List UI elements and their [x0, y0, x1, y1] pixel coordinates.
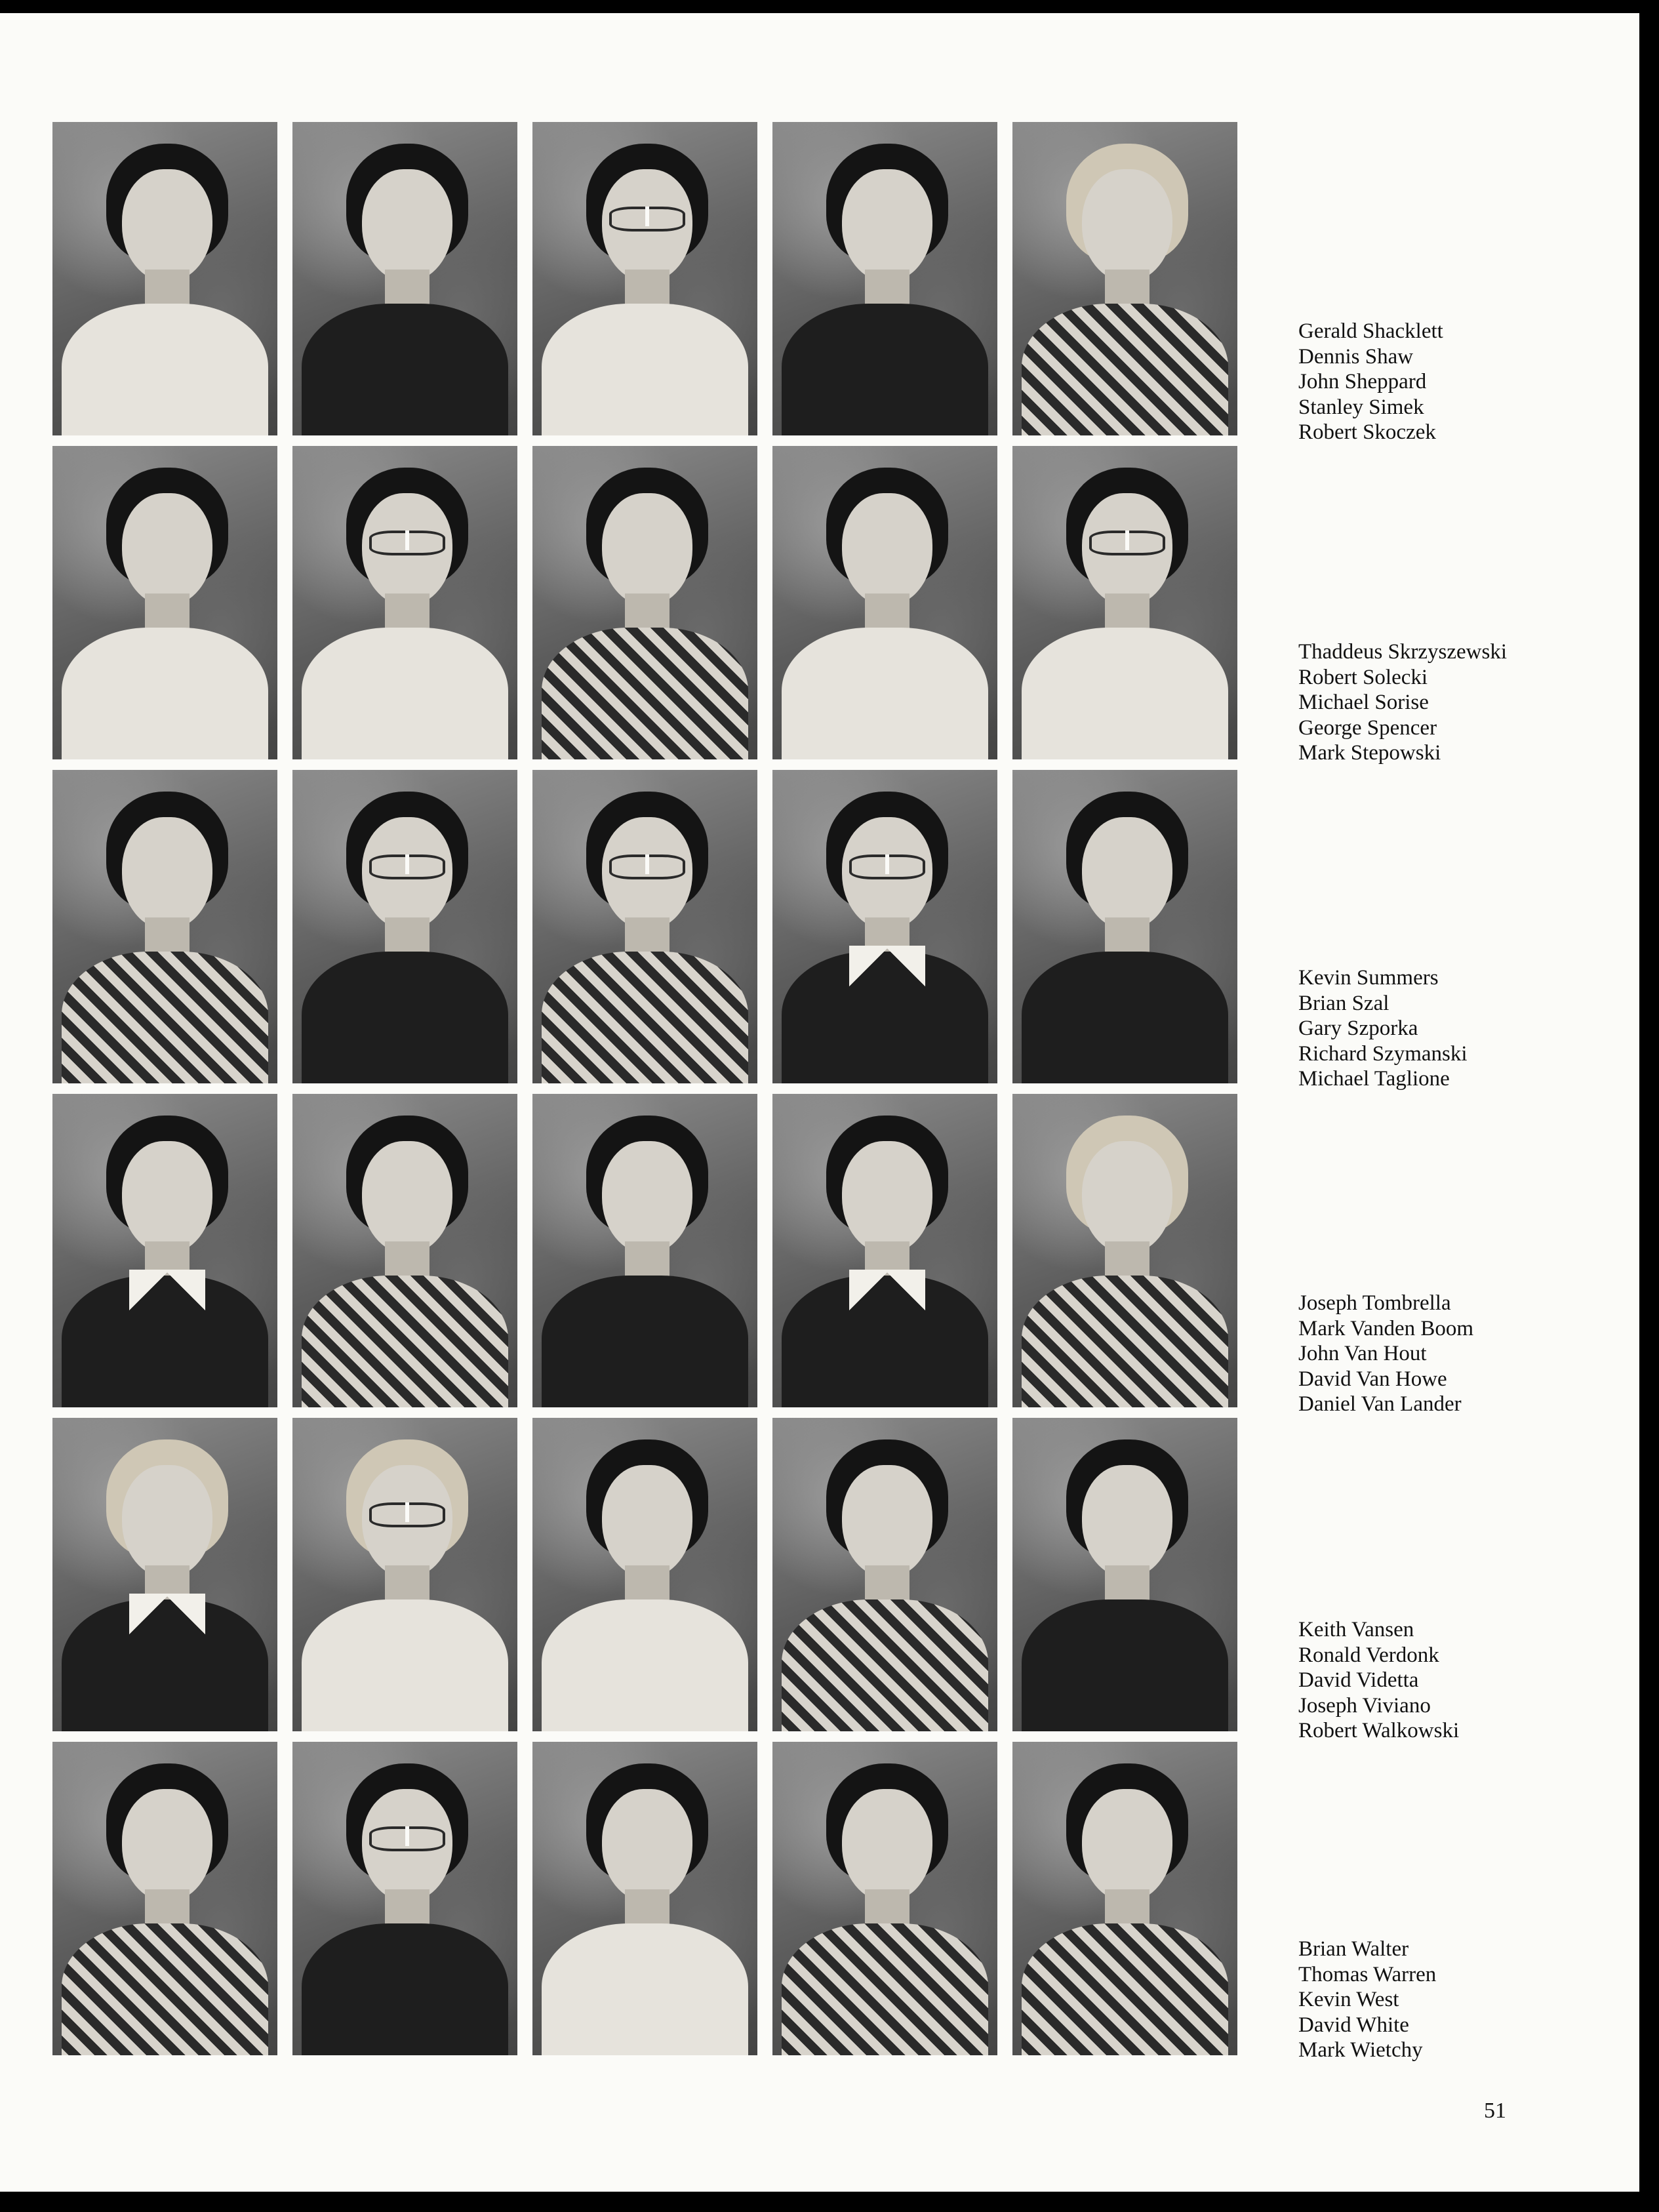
portrait-photo [772, 446, 997, 759]
portrait-photo [1012, 122, 1237, 435]
student-name: Robert Solecki [1298, 665, 1428, 689]
student-name: Gary Szporka [1298, 1016, 1418, 1040]
student-name: Kevin Summers [1298, 966, 1439, 990]
student-name: Dennis Shaw [1298, 344, 1414, 369]
portrait-photo [52, 1094, 277, 1407]
student-name: Daniel Van Lander [1298, 1392, 1462, 1416]
student-name: Keith Vansen [1298, 1618, 1414, 1641]
student-name: Brian Szal [1298, 991, 1389, 1015]
portrait-photo [292, 1418, 517, 1731]
portrait-photo [532, 1742, 757, 2055]
student-name: Brian Walter [1298, 1937, 1409, 1961]
name-list-row-6 [1298, 1937, 1436, 2063]
student-name: Robert Walkowski [1298, 1719, 1460, 1742]
portrait-photo [52, 122, 277, 435]
student-name: David Videtta [1298, 1668, 1419, 1692]
name-list-row-3 [1298, 965, 1468, 1092]
portrait-photo [292, 1742, 517, 2055]
portrait-photo [52, 1418, 277, 1731]
student-name: Ronald Verdonk [1298, 1643, 1439, 1667]
portrait-photo [52, 770, 277, 1083]
portrait-photo [772, 1418, 997, 1731]
student-name: Thomas Warren [1298, 1962, 1437, 1986]
name-list-row-5 [1298, 1617, 1459, 1744]
student-name: George Spencer [1298, 715, 1437, 740]
portrait-photo [772, 770, 997, 1083]
student-name: Thaddeus Skrzyszewski [1298, 640, 1508, 664]
portrait-photo [772, 122, 997, 435]
name-list-row-2 [1298, 639, 1507, 766]
portrait-photo [532, 1094, 757, 1407]
portrait-grid [52, 122, 1239, 2055]
student-name: Mark Wietchy [1298, 2038, 1423, 2062]
portrait-photo [532, 770, 757, 1083]
student-name: Gerald Shacklett [1298, 319, 1443, 343]
name-list-row-1 [1298, 319, 1443, 445]
portrait-photo [52, 1742, 277, 2055]
portrait-photo [772, 1742, 997, 2055]
page-number: 51 [1484, 2099, 1506, 2123]
student-name: John Sheppard [1298, 370, 1427, 393]
student-name: David White [1298, 2013, 1409, 2037]
portrait-photo [52, 446, 277, 759]
portrait-photo [1012, 1094, 1237, 1407]
portrait-photo [292, 770, 517, 1083]
portrait-photo [292, 1094, 517, 1407]
portrait-photo [532, 1418, 757, 1731]
portrait-photo [1012, 1418, 1237, 1731]
student-name: Kevin West [1298, 1988, 1399, 2011]
student-name: John Van Hout [1298, 1342, 1427, 1365]
portrait-photo [532, 122, 757, 435]
portrait-photo [1012, 770, 1237, 1083]
student-name: David Van Howe [1298, 1367, 1447, 1391]
portrait-photo [532, 446, 757, 759]
portrait-photo [292, 446, 517, 759]
student-name: Mark Vanden Boom [1298, 1316, 1474, 1340]
student-name: Mark Stepowski [1298, 741, 1441, 765]
student-name: Joseph Tombrella [1298, 1291, 1451, 1315]
portrait-photo [1012, 1742, 1237, 2055]
portrait-photo [1012, 446, 1237, 759]
portrait-photo [292, 122, 517, 435]
student-name: Stanley Simek [1298, 395, 1424, 419]
student-name: Michael Taglione [1298, 1067, 1450, 1091]
portrait-photo [772, 1094, 997, 1407]
student-name: Richard Szymanski [1298, 1041, 1468, 1066]
yearbook-page [0, 13, 1639, 2192]
student-name: Robert Skoczek [1298, 420, 1436, 444]
name-list-row-4 [1298, 1291, 1473, 1417]
student-name: Joseph Viviano [1298, 1693, 1431, 1718]
student-name: Michael Sorise [1298, 691, 1429, 714]
